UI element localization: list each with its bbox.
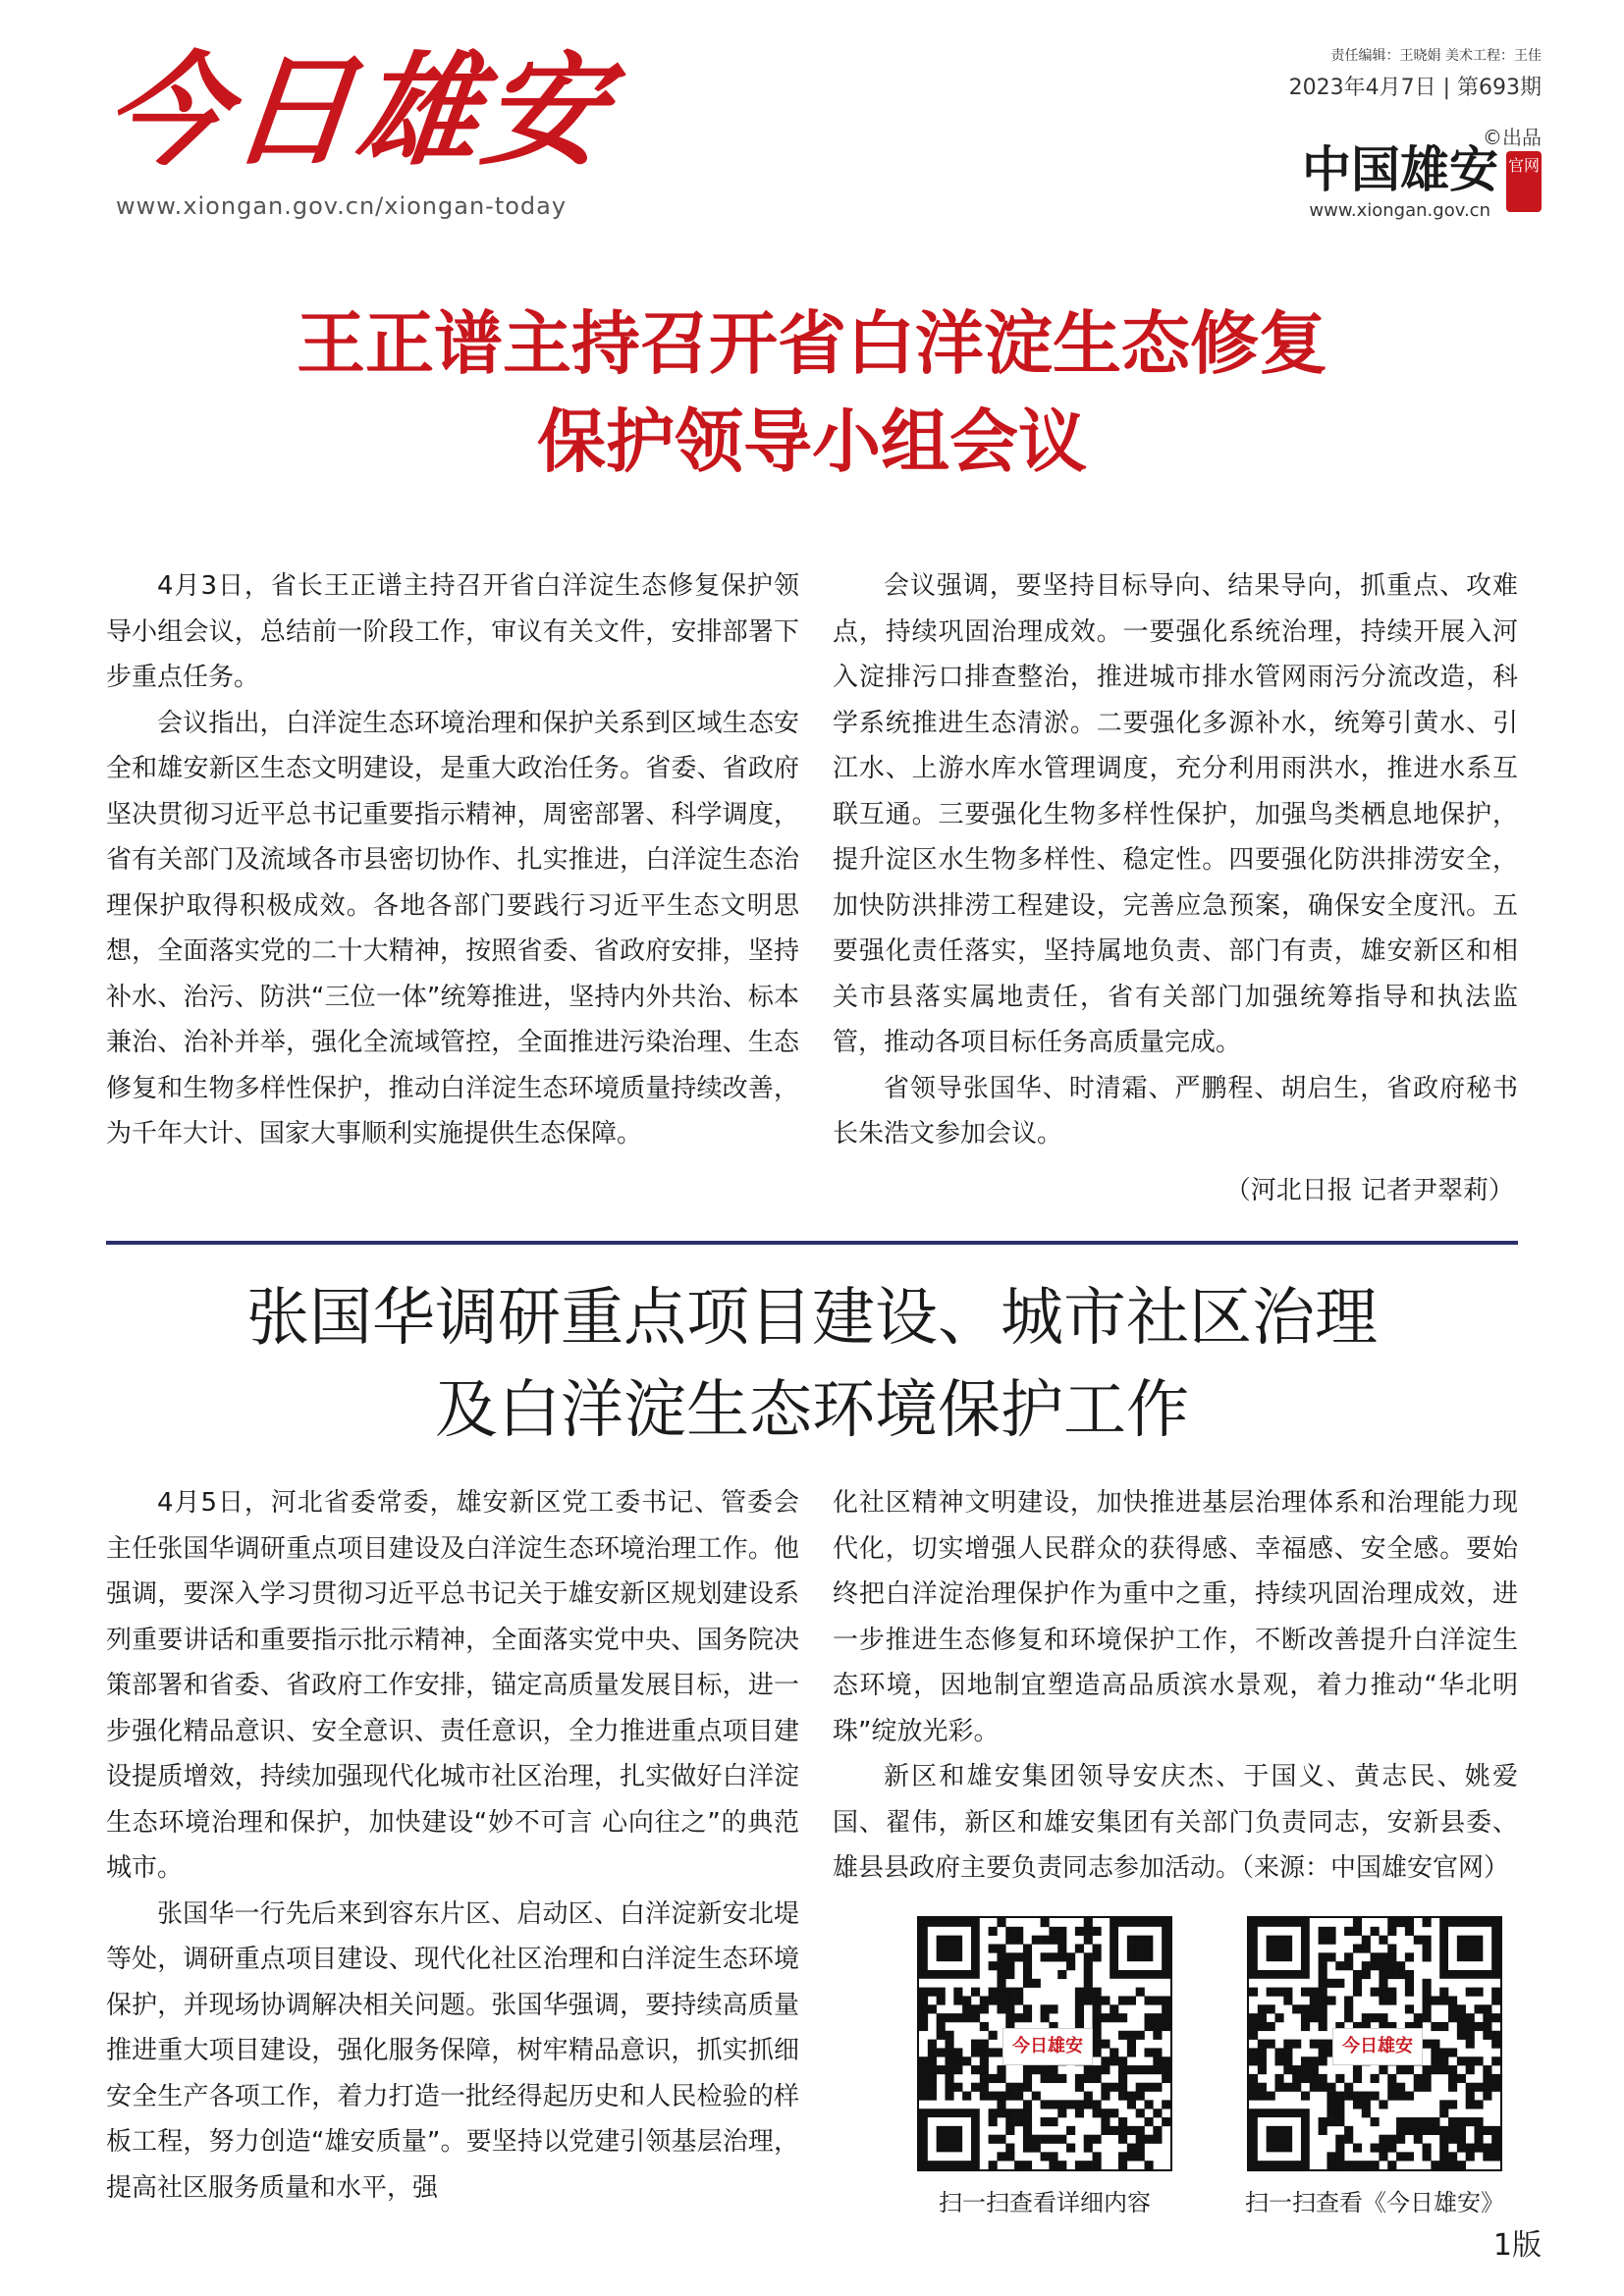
section-divider: [106, 1241, 1518, 1245]
article1-title-line1: 王正谱主持召开省白洋淀生态修复: [297, 303, 1327, 384]
article2-column-right: [833, 1480, 1518, 1892]
qr-caption-newspaper: 扫一扫查看《今日雄安》: [1245, 2189, 1504, 2216]
brand-url[interactable]: www.xiongan.gov.cn: [1309, 200, 1490, 221]
article2-title-line1: 张国华调研重点项目建设、城市社区治理: [246, 1282, 1378, 1355]
article2-paragraph: 张国华一行先后来到容东片区、启动区、白洋淀新安北堤等处，调研重点项目建设、现代化社区治理和白洋淀生态环境保护，并现场协调解决相关问题。张国华强调，要持续高质量推进重大项目建设，强化服务保障，树牢精品意识，抓实抓细安全生产各项工作，着力打造一批经得起历史和人民检验的样板工程，努力创造“雄安质量”。要坚持以党建引领基层治理，提高社区服务质量和水平，强: [106, 1898, 799, 2203]
article2-headline: [59, 1272, 1565, 1457]
page-number: 1版: [1492, 2228, 1542, 2263]
article1-headline: [59, 294, 1565, 491]
article2-column-left: [106, 1480, 799, 2211]
article1-byline: （河北日报 记者尹翠莉）: [1224, 1176, 1514, 1205]
masthead-logo: 今日雄安: [98, 40, 617, 183]
article1-paragraph: 会议指出，白洋淀生态环境治理和保护关系到区域生态安全和雄安新区生态文明建设，是重大政治任务。省委、省政府坚决贯彻习近平总书记重要指示精神，周密部署、科学调度，省有关部门及流域各市县密切协作、扎实推进，白洋淀生态治理保护取得积极成效。各地各部门要践行习近平生态文明思想，全面落实党的二十大精神，按照省委、省政府安排，坚持补水、治污、防洪“三位一体”统筹推进，坚持内外共治、标本兼治、治补并举，强化全流域管控，全面推进污染治理、生态修复和生物多样性保护，推动白洋淀生态环境质量持续改善，为千年大计、国家大事顺利实施提供生态保障。: [106, 708, 799, 1148]
qr-code-detail[interactable]: [917, 1916, 1172, 2171]
article2-paragraph-continued: 化社区精神文明建设，加快推进基层治理体系和治理能力现代化，切实增强人民群众的获得感、幸福感、安全感。要始终把白洋淀治理保护作为重中之重，持续巩固治理成效，进一步推进生态修复和环境保护工作，不断改善提升白洋淀生态环境，因地制宜塑造高品质滨水景观，着力推动“华北明珠”绽放光彩。: [833, 1488, 1518, 1746]
publisher-mark: ©出品: [1483, 126, 1542, 149]
editors-credit: 责任编辑：王晓娟 美术工程：王佳: [1330, 48, 1542, 64]
brand-seal: 官网: [1506, 151, 1542, 212]
article1-column-right: [833, 563, 1518, 1157]
article1-column-left: [106, 563, 799, 1157]
article1-paragraph: 4月3日，省长王正谱主持召开省白洋淀生态修复保护领导小组会议，总结前一阶段工作，审议有关文件，安排部署下步重点任务。: [106, 571, 799, 692]
brand-logo: 中国雄安: [1302, 140, 1498, 198]
qr-caption-detail: 扫一扫查看详细内容: [939, 2189, 1151, 2216]
masthead-site-url[interactable]: www.xiongan.gov.cn/xiongan-today: [116, 192, 568, 220]
issue-date: 2023年4月7日 | 第693期: [1288, 76, 1542, 100]
article1-title-line2: 保护领导小组会议: [537, 401, 1087, 482]
qr-code-newspaper[interactable]: [1247, 1916, 1502, 2171]
article1-paragraph: 会议强调，要坚持目标导向、结果导向，抓重点、攻难点，持续巩固治理成效。一要强化系统治理，持续开展入河入淀排污口排查整治，推进城市排水管网雨污分流改造，科学系统推进生态清淤。二要强化多源补水，统筹引黄水、引江水、上游水库水管理调度，充分利用雨洪水，推进水系互联互通。三要强化生物多样性保护，加强鸟类栖息地保护，提升淀区水生物多样性、稳定性。四要强化防洪排涝安全，加快防洪排涝工程建设，完善应急预案，确保安全度汛。五要强化责任落实，坚持属地负责、部门有责，雄安新区和相关市县落实属地责任，省有关部门加强统筹指导和执法监管，推动各项目标任务高质量完成。: [833, 571, 1518, 1057]
article2-title-line2: 及白洋淀生态环境保护工作: [435, 1374, 1189, 1447]
article2-paragraph: 新区和雄安集团领导安庆杰、于国义、黄志民、姚爱国、翟伟，新区和雄安集团有关部门负责同志，安新县委、雄县县政府主要负责同志参加活动。（来源：中国雄安官网）: [833, 1762, 1518, 1883]
article1-paragraph: 省领导张国华、时清霜、严鹏程、胡启生，省政府秘书长朱浩文参加会议。: [833, 1073, 1518, 1148]
qr-logo: 今日雄安: [1002, 2028, 1093, 2065]
article2-paragraph: 4月5日，河北省委常委，雄安新区党工委书记、管委会主任张国华调研重点项目建设及白洋淀生态环境治理工作。他强调，要深入学习贯彻习近平总书记关于雄安新区规划建设系列重要讲话和重要指示批示精神，全面落实党中央、国务院决策部署和省委、省政府工作安排，锚定高质量发展目标，进一步强化精品意识、安全意识、责任意识，全力推进重点项目建设提质增效，持续加强现代化城市社区治理，扎实做好白洋淀生态环境治理和保护，加快建设“妙不可言 心向往之”的典范城市。: [106, 1488, 799, 1883]
qr-logo: 今日雄安: [1332, 2028, 1423, 2065]
